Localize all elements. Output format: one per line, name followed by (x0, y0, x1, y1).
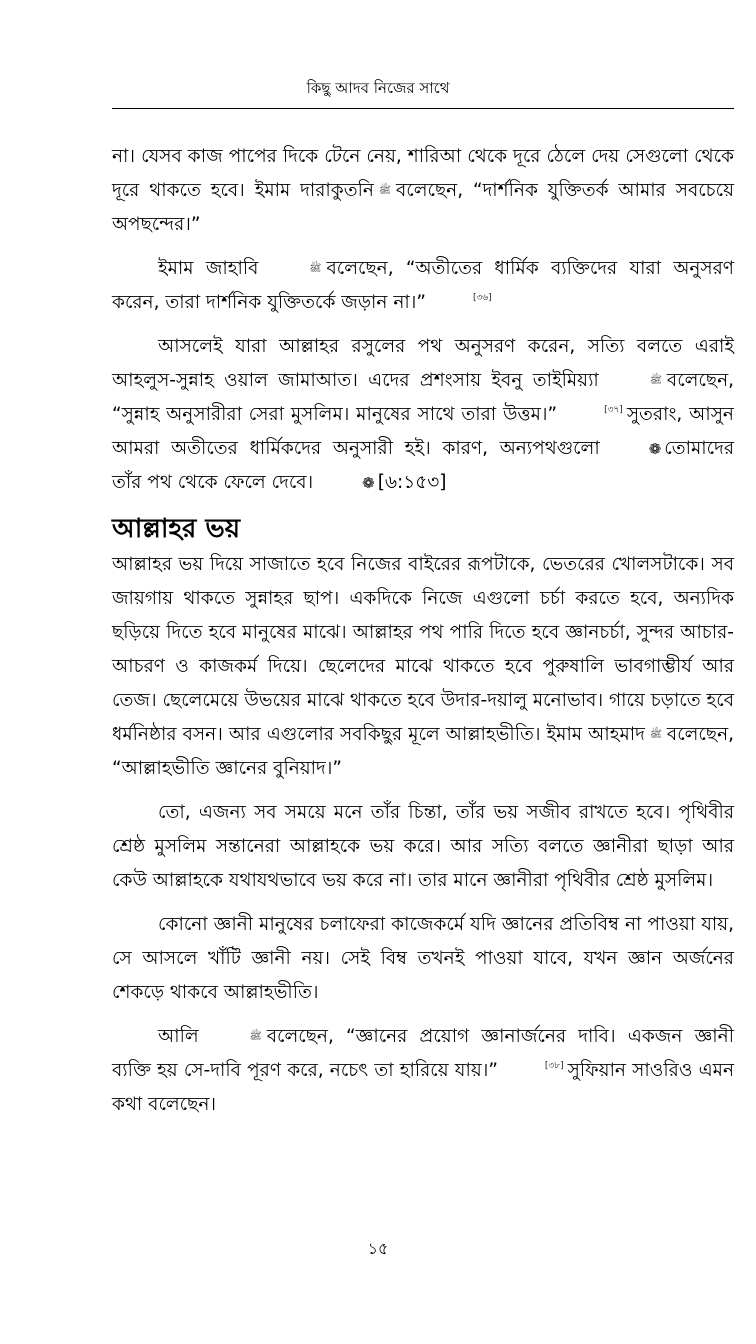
section-heading: আল্লাহর ভয় (112, 514, 241, 544)
quran-reference: [৬:১৫৩] (377, 472, 447, 493)
paragraph-2 (112, 252, 734, 320)
paragraph-3-text-a: আসলেই যারা আল্লাহর রসুলের পথ অনুসরণ করেন, সত্যি বলতে এরাই আহলুস-সুন্নাহ ওয়াল জামাআত। এদের প্রশংসায় ইবনু তাইমিয়্যা (112, 336, 734, 391)
honorific-rahimahullah-icon: ﷺ (649, 729, 662, 740)
section-paragraph-3-text: কোনো জ্ঞানী মানুষের চলাফেরা কাজেকর্মে যদি জ্ঞানের প্রতিবিম্ব না পাওয়া যায়, সে আসলে খাঁটি জ্ঞানী নয়। সেই বিম্ব তখনই পাওয়া যাবে, যখন জ্ঞান অর্জনের শেকড়ে থাকবে আল্লাহভীতি। (112, 914, 734, 1003)
footnote-marker[interactable]: [৩৭] (604, 405, 623, 415)
quran-bracket-close-icon: ❁ (362, 474, 375, 492)
section-paragraph-1 (112, 548, 734, 786)
paragraph-2-text-a: ইমাম জাহাবি (158, 258, 259, 279)
page-body (112, 140, 734, 1132)
section-paragraph-4 (112, 1020, 734, 1122)
paragraph-1 (112, 140, 734, 242)
honorific-rahimahullah-icon: ﷺ (378, 185, 392, 196)
section-paragraph-4-text-c: সুফিয়ান সাওরিও এমন কথা বলেছেন। (112, 1060, 734, 1115)
running-header-title: কিছু আদব নিজের সাথে (306, 79, 450, 97)
paragraph-3-text-c: সুতরাং, আসুন আমরা অতীতের ধার্মিকদের অনুসারী হই। কারণ, অন্যপথগুলো (112, 404, 734, 459)
paragraph-3-text-b: বলেছেন, “সুন্নাহ অনুসারীরা সেরা মুসলিম। মানুষের সাথে তারা উত্তম।” (112, 370, 734, 425)
header-rule (112, 108, 734, 109)
section-paragraph-4-text-a: আলি (158, 1026, 199, 1047)
footnote-marker[interactable]: [৩৬] (472, 293, 492, 303)
running-header (0, 78, 756, 98)
footnote-marker[interactable]: [৩৮] (544, 1061, 564, 1071)
section-paragraph-3 (112, 908, 734, 1010)
honorific-radiyallahu-icon: ﷺ (249, 1031, 262, 1042)
section-paragraph-2-text: তো, এজন্য সব সময়ে মনে তাঁর চিন্তা, তাঁর ভয় সজীব রাখতে হবে। পৃথিবীর শ্রেষ্ঠ মুসলিম সন্তানেরা আল্লাহকে ভয় করে। আর সত্যি বলতে জ্ঞানীরা ছাড়া আর কেউ আল্লাহকে যথাযথভাবে ভয় করে না। তার মানে জ্ঞানীরা পৃথিবীর শ্রেষ্ঠ মুসলিম। (112, 802, 734, 891)
page-number: ১৫ (367, 1239, 389, 1258)
section-paragraph-1-text-a: আল্লাহর ভয় দিয়ে সাজাতে হবে নিজের বাইরের রূপটাকে, ভেতরের খোলসটাকে। সব জায়গায় থাকতে সুন্নাহর ছাপ। একদিকে নিজে এগুলো চর্চা করতে হবে, অন্যদিক ছড়িয়ে দিতে হবে মানুষের মাঝে। আল্লাহর পথ পারি দিতে হবে জ্ঞানচর্চা, সুন্দর আচার-আচরণ ও কাজকর্ম দিয়ে। ছেলেদের মাঝে থাকতে হবে পুরুষালি ভাবগাম্ভীর্য আর তেজ। ছেলেমেয়ে উভয়ের মাঝে থাকতে হবে উদার-দয়ালু মনোভাব। গায়ে চড়াতে হবে ধর্মনিষ্ঠার বসন। আর এগুলোর সবকিছুর মূলে আল্লাহভীতি। ইমাম আহমাদ (112, 554, 734, 745)
honorific-rahimahullah-icon: ﷺ (649, 375, 662, 386)
paragraph-3 (112, 330, 734, 500)
section-paragraph-2 (112, 796, 734, 898)
section-paragraph-1-text-b: বলেছেন, “আল্লাহভীতি জ্ঞানের বুনিয়াদ।” (112, 724, 734, 779)
quran-bracket-open-icon: ❁ (648, 440, 662, 458)
paragraph-1-text-a: না। যেসব কাজ পাপের দিকে টেনে নেয়, শারিআ থেকে দূরে ঠেলে দেয় সেগুলো থেকে দূরে থাকতে হবে। ইমাম দারাকুতনি (112, 146, 734, 201)
quran-quote: তোমাদের তাঁর পথ থেকে ফেলে দেবে। (112, 438, 734, 493)
honorific-rahimahullah-icon: ﷺ (309, 263, 322, 274)
paragraph-2-text-b: বলেছেন, “অতীতের ধার্মিক ব্যক্তিদের যারা অনুসরণ করেন, তারা দার্শনিক যুক্তিতর্কে জড়ান না।” (112, 258, 734, 313)
paragraph-1-text-b: বলেছেন, “দার্শনিক যুক্তিতর্ক আমার সবচেয়ে অপছন্দের।” (112, 180, 734, 235)
section-paragraph-4-text-b: বলেছেন, “জ্ঞানের প্রয়োগ জ্ঞানার্জনের দাবি। একজন জ্ঞানী ব্যক্তি হয় সে-দাবি পূরণ করে, নচেৎ তা হারিয়ে যায়।” (112, 1026, 734, 1081)
